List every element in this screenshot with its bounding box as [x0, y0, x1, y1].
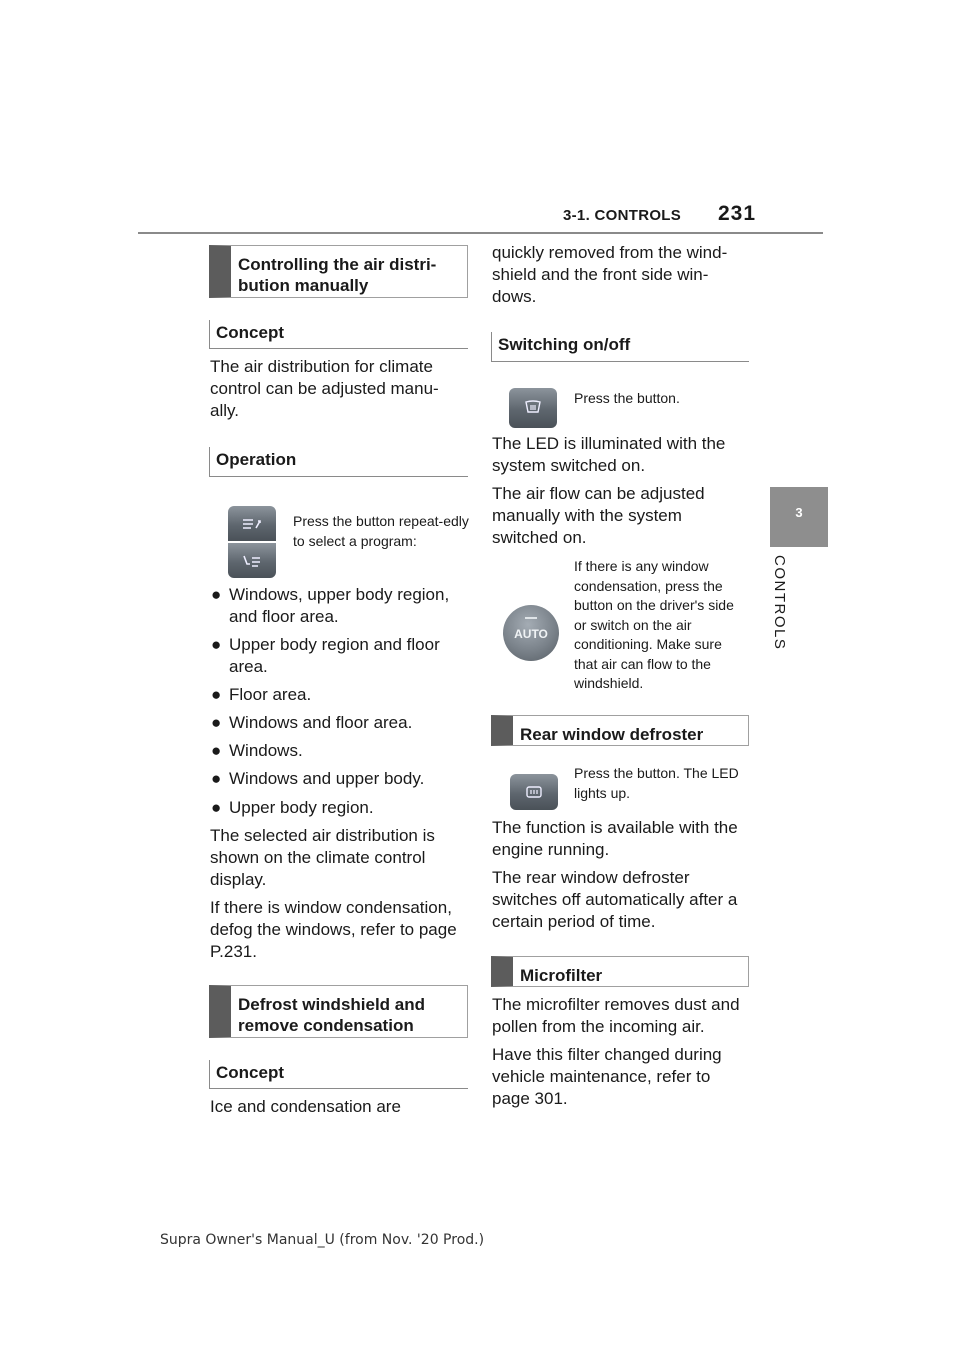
- paragraph-selected-distribution: The selected air distribution is shown on the climate control display.: [210, 826, 435, 889]
- heading-switching: Switching on/off: [491, 332, 749, 362]
- heading-concept-2: Concept: [209, 1060, 468, 1089]
- list-item: ● Windows, upper body region, and floor area.: [211, 585, 450, 626]
- list-item: ● Windows.: [211, 741, 303, 760]
- paragraph-quickly-removed: quickly removed from the wind-shield and the front side win-dows.: [492, 243, 728, 306]
- rear-defrost-icon: [510, 774, 558, 810]
- list-item: ● Floor area.: [211, 685, 312, 704]
- heading-controlling-air-distribution: Controlling the air distri- bution manually: [209, 245, 468, 298]
- paragraph-condensation-ref: If there is window condensation, defog the windows, refer to page P.231.: [210, 898, 457, 961]
- paragraph-concept: The air distribution for climate control can be adjusted manu-ally.: [210, 357, 439, 420]
- header-divider: [138, 232, 823, 234]
- list-item: ● Windows and floor area.: [211, 713, 413, 732]
- chapter-label: CONTROLS: [771, 555, 788, 651]
- caption-rear: Press the button. The LED lights up.: [574, 765, 739, 801]
- caption-auto: If there is any window condensation, press the button on the driver's side or switch on the air conditioning. Make sure that air can flow to the windshield.: [574, 558, 734, 691]
- heading-rear-defroster: Rear window defroster: [491, 715, 749, 746]
- paragraph-ice: Ice and condensation are: [210, 1097, 401, 1116]
- section-title: 3-1. CONTROLS: [563, 207, 682, 224]
- page-number: 231: [718, 202, 757, 225]
- windshield-defrost-icon: [509, 388, 557, 428]
- air-distribution-upper-icon: [228, 506, 276, 541]
- heading-operation: Operation: [209, 447, 468, 477]
- auto-knob-icon: AUTO: [503, 605, 559, 661]
- paragraph-function: The function is available with the engine running.: [492, 818, 738, 859]
- air-distribution-lower-icon: [228, 543, 276, 578]
- paragraph-led: The LED is illuminated with the system switched on.: [492, 434, 726, 475]
- footer-note: Supra Owner's Manual_U (from Nov. '20 Prod.): [160, 1232, 485, 1248]
- list-item: ● Upper body region.: [211, 798, 374, 817]
- list-item: ● Upper body region and floor area.: [211, 635, 440, 676]
- caption-press-button: Press the button.: [574, 390, 680, 406]
- list-item: ● Windows and upper body.: [211, 769, 425, 788]
- heading-defrost-windshield: Defrost windshield and remove condensation: [209, 985, 468, 1038]
- paragraph-microfilter: The microfilter removes dust and pollen from the incoming air.: [492, 995, 740, 1036]
- chapter-number: 3: [795, 505, 803, 520]
- paragraph-filter-change: Have this filter changed during vehicle maintenance, refer to page 301.: [492, 1045, 722, 1108]
- operation-caption: Press the button repeat-edly to select a program:: [293, 513, 469, 549]
- paragraph-airflow: The air flow can be adjusted manually with the system switched on.: [492, 484, 705, 547]
- paragraph-rear-off: The rear window defroster switches off automatically after a certain period of time.: [492, 868, 738, 931]
- heading-microfilter: Microfilter: [491, 956, 749, 987]
- heading-concept: Concept: [209, 320, 468, 349]
